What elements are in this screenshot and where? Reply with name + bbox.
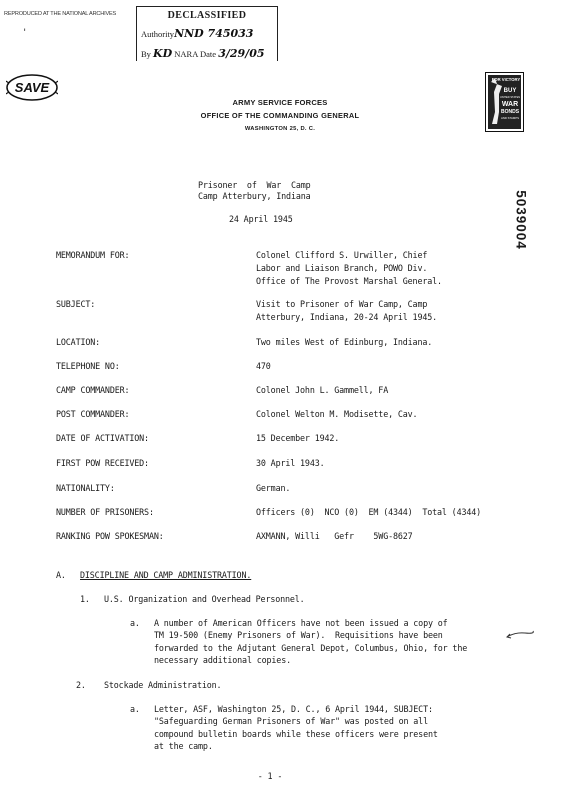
item-2-number: 2.	[76, 680, 86, 690]
item-1-title: U.S. Organization and Overhead Personnel.	[104, 594, 305, 604]
field-value-activation: 15 December 1942.	[256, 433, 340, 443]
item-2a-line-1: Letter, ASF, Washington 25, D. C., 6 April 1944, SUBJECT:	[154, 704, 433, 714]
authority-value: NND 745033	[174, 27, 254, 40]
field-value-telephone: 470	[256, 361, 271, 371]
bond-line-3: UNITED STATES	[499, 96, 521, 99]
field-label-post-commander: POST COMMANDER:	[56, 409, 130, 419]
field-label-nationality: NATIONALITY:	[56, 483, 115, 493]
field-value-memorandum-2: Labor and Liaison Branch, POWO Div.	[256, 263, 428, 273]
by-value: KD	[153, 47, 173, 60]
handwritten-check-icon	[505, 628, 535, 640]
side-document-number	[506, 172, 536, 267]
field-value-subject-2: Atterbury, Indiana, 20-24 April 1945.	[256, 312, 438, 322]
item-1a-line-4: necessary additional copies.	[154, 655, 291, 665]
field-value-prisoners: Officers (0) NCO (0) EM (4344) Total (4344)	[256, 507, 482, 517]
letterhead-line-3: WASHINGTON 25, D. C.	[244, 126, 316, 132]
section-a-marker: A.	[56, 570, 66, 580]
bond-line-4: WAR	[501, 101, 519, 108]
camp-header-line-1: Prisoner of War Camp	[198, 180, 311, 190]
by-line	[141, 47, 265, 60]
bond-line-2: BUY	[503, 88, 517, 94]
letterhead-line-1: ARMY SERVICE FORCES	[232, 98, 328, 107]
declassified-title: DECLASSIFIED	[167, 10, 247, 21]
field-value-nationality: German.	[256, 483, 291, 493]
bond-line-1: FOR VICTORY	[491, 77, 521, 82]
field-label-subject: SUBJECT:	[56, 299, 96, 309]
nara-date-label: NARA Date	[174, 49, 217, 59]
field-label-location: LOCATION:	[56, 337, 101, 347]
save-stamp-text: SAVE	[14, 80, 50, 95]
field-label-telephone: TELEPHONE NO:	[56, 361, 120, 371]
field-label-camp-commander: CAMP COMMANDER:	[56, 385, 130, 395]
field-label-spokesman: RANKING POW SPOKESMAN:	[56, 531, 164, 541]
archives-note: REPRODUCED AT THE NATIONAL ARCHIVES	[4, 11, 117, 17]
save-stamp-icon	[6, 74, 58, 101]
item-1a-line-2: TM 19-500 (Enemy Prisoners of War). Requisitions have been	[154, 630, 443, 640]
side-number-text: 5039004	[513, 189, 529, 250]
authority-label: Authority	[141, 29, 175, 39]
item-1-number: 1.	[80, 594, 90, 604]
camp-header-line-2: Camp Atterbury, Indiana	[198, 191, 311, 201]
field-value-spokesman: AXMANN, Willi Gefr 5WG-8627	[256, 531, 413, 541]
field-value-memorandum-1: Colonel Clifford S. Urwiller, Chief	[256, 250, 428, 260]
item-2a-line-4: at the camp.	[154, 741, 213, 751]
authority-line	[141, 27, 253, 40]
item-2a-line-3: compound bulletin boards while these officers were present	[154, 729, 438, 739]
item-1a-letter: a.	[130, 618, 140, 628]
field-value-subject-1: Visit to Prisoner of War Camp, Camp	[256, 299, 428, 309]
field-value-camp-commander: Colonel John L. Gammell, FA	[256, 385, 389, 395]
bond-line-6: AND STAMPS	[501, 116, 519, 120]
field-value-first-pow: 30 April 1943.	[256, 458, 325, 468]
memo-date: 24 April 1945	[229, 214, 293, 224]
item-2a-line-2: "Safeguarding German Prisoners of War" was posted on all	[154, 716, 428, 726]
bond-line-5: BONDS	[500, 109, 520, 115]
date-value: 3/29/05	[218, 47, 265, 60]
mark-tick: '	[22, 28, 28, 38]
field-label-activation: DATE OF ACTIVATION:	[56, 433, 149, 443]
letterhead-line-2: OFFICE OF THE COMMANDING GENERAL	[200, 111, 360, 120]
field-label-prisoners: NUMBER OF PRISONERS:	[56, 507, 154, 517]
item-2a-letter: a.	[130, 704, 140, 714]
field-label-first-pow: FIRST POW RECEIVED:	[56, 458, 149, 468]
item-1a-line-1: A number of American Officers have not been issued a copy of	[154, 618, 448, 628]
war-bonds-stamp-icon	[485, 72, 524, 132]
page-number: - 1 -	[257, 771, 283, 781]
item-1a-line-3: forwarded to the Adjutant General Depot, Columbus, Ohio, for the	[154, 643, 468, 653]
field-value-memorandum-3: Office of The Provost Marshal General.	[256, 276, 442, 286]
section-a-title: DISCIPLINE AND CAMP ADMINISTRATION.	[80, 570, 252, 580]
by-label: By	[141, 49, 151, 59]
item-2-title: Stockade Administration.	[104, 680, 222, 690]
field-value-location: Two miles West of Edinburg, Indiana.	[256, 337, 433, 347]
declassified-stamp	[136, 6, 278, 61]
field-value-post-commander: Colonel Welton M. Modisette, Cav.	[256, 409, 418, 419]
field-label-memorandum: MEMORANDUM FOR:	[56, 250, 130, 260]
